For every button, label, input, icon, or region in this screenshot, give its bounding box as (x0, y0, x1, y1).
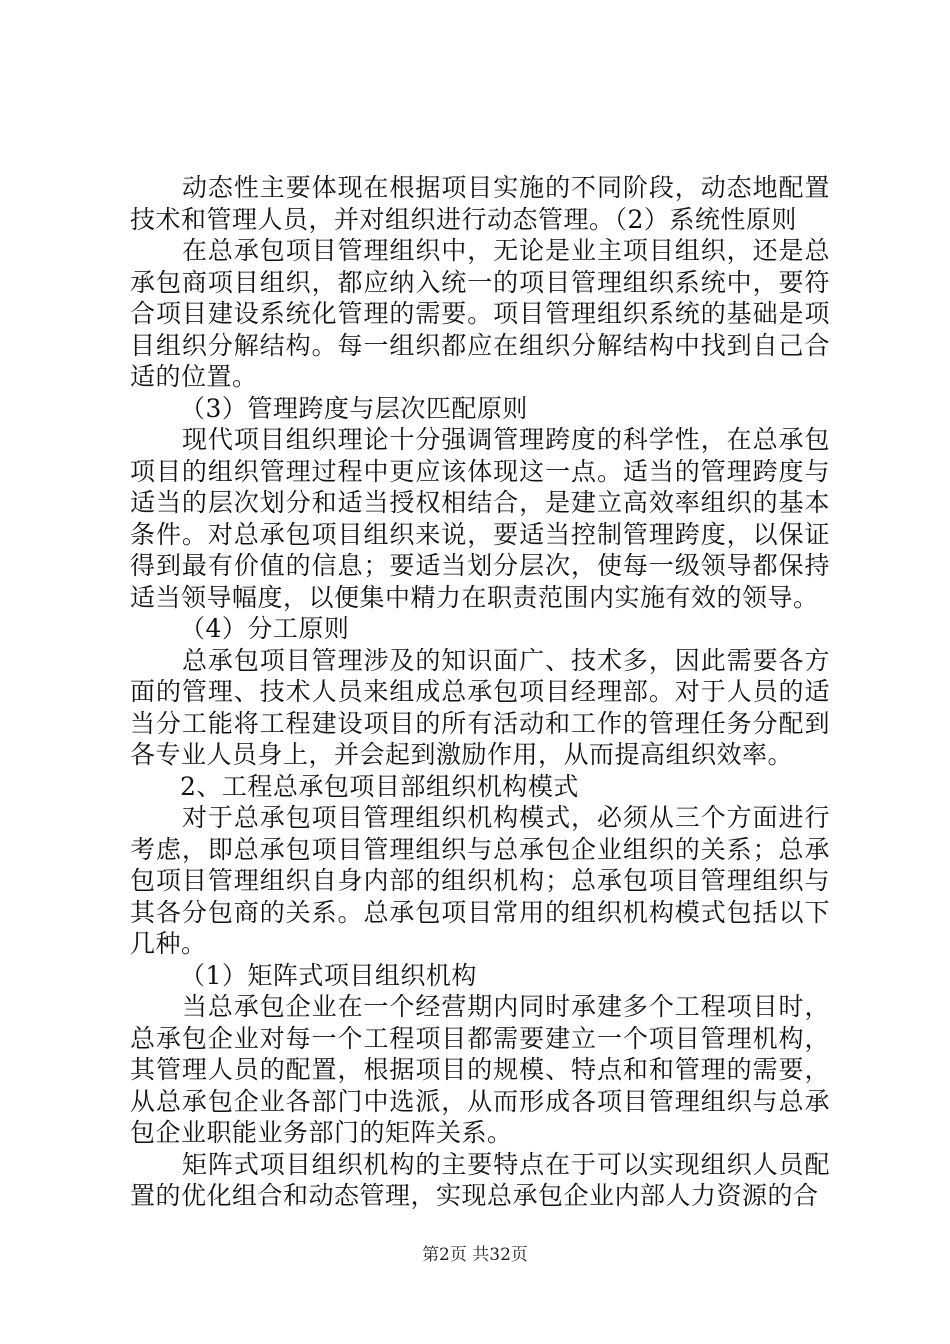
paragraph: 动态性主要体现在根据项目实施的不同阶段，动态地配置技术和管理人员，并对组织进行动态管理。（2）系统性原则 (130, 173, 830, 234)
page-footer (0, 1240, 950, 1265)
section-heading: 2、工程总承包项目部组织机构模式 (180, 771, 579, 801)
paragraph: 当总承包企业在一个经营期内同时承建多个工程项目时，总承包企业对每一个工程项目都需要建立一个项目管理机构，其管理人员的配置，根据项目的规模、特点和和管理的需要，从总承包企业各部门中选派，从而形成各项目管理组织与总承包企业职能业务部门的矩阵关系。 (130, 992, 830, 1147)
body-text (130, 172, 830, 1212)
paragraph: 对于总承包项目管理组织机构模式，必须从三个方面进行考虑，即总承包项目管理组织与总承包企业组织的关系；总承包项目管理组织自身内部的组织机构；总承包项目管理组织与其各分包商的关系。总承包项目常用的组织机构模式包括以下几种。 (130, 803, 830, 958)
section-heading: （3）管理跨度与层次匹配原则 (180, 393, 528, 423)
paragraph: 在总承包项目管理组织中，无论是业主项目组织，还是总承包商项目组织，都应纳入统一的项目管理组织系统中，要符合项目建设系统化管理的需要。项目管理组织系统的基础是项目组织分解结构。每一组织都应在组织分解结构中找到自己合适的位置。 (130, 236, 830, 391)
paragraph: 矩阵式项目组织机构的主要特点在于可以实现组织人员配置的优化组合和动态管理，实现总承包企业内部人力资源的合 (130, 1149, 830, 1210)
section-heading: （1）矩阵式项目组织机构 (180, 960, 477, 990)
paragraph: 总承包项目管理涉及的知识面广、技术多，因此需要各方面的管理、技术人员来组成总承包项目经理部。对于人员的适当分工能将工程建设项目的所有活动和工作的管理任务分配到各专业人员身上，并会起到激励作用，从而提高组织效率。 (130, 645, 830, 769)
page-number-label: 第2页 共32页 (422, 1245, 528, 1265)
paragraph: 现代项目组织理论十分强调管理跨度的科学性，在总承包项目的组织管理过程中更应该体现这一点。适当的管理跨度与适当的层次划分和适当授权相结合，是建立高效率组织的基本条件。对总承包项目组织来说，要适当控制管理跨度，以保证得到最有价值的信息；要适当划分层次，使每一级领导都保持适当领导幅度，以便集中精力在职责范围内实施有效的领导。 (130, 425, 830, 612)
section-heading: （4）分工原则 (180, 614, 350, 643)
